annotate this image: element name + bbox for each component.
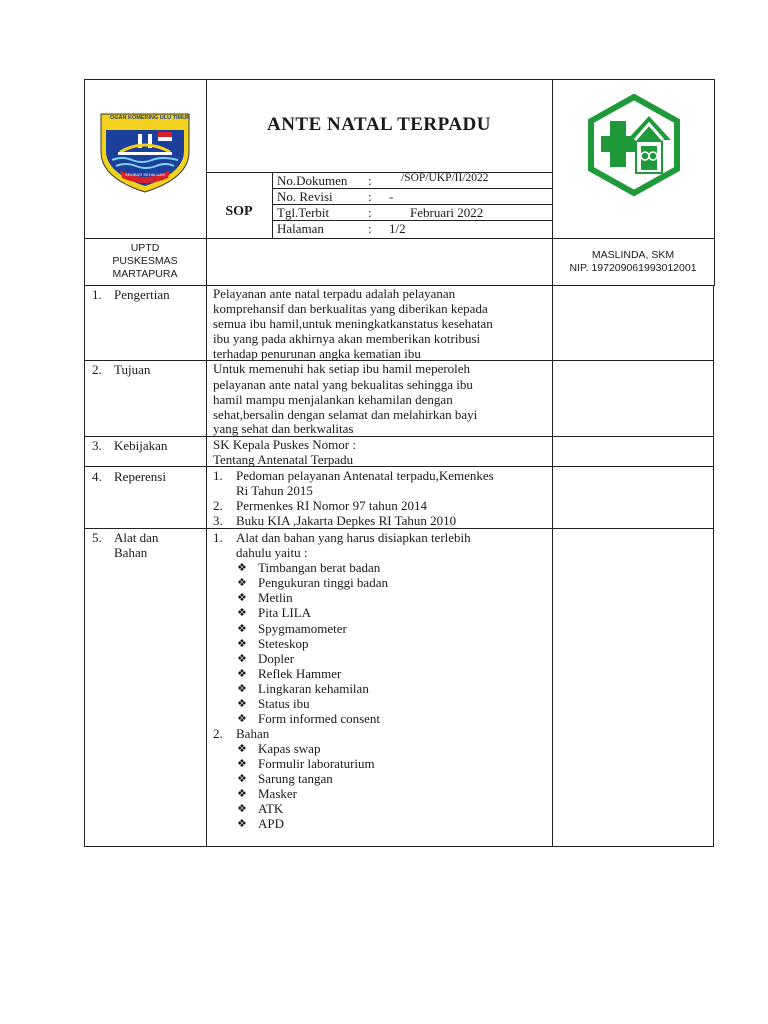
page-sep: :: [368, 221, 372, 236]
logo-text: OGAN KOMERING ULU TIMUR: [110, 115, 191, 121]
list-item: ATK: [258, 801, 284, 816]
doc-number-sep: :: [368, 173, 372, 188]
issue-date-sep: :: [368, 205, 372, 220]
referensi-line: Permenkes RI Nomor 97 tahun 2014: [236, 498, 428, 513]
section-number-3: 3.: [92, 438, 102, 453]
referensi-line: Pedoman pelayanan Antenatal terpadu,Kemenkes: [236, 468, 494, 483]
list-item: Lingkaran kehamilan: [258, 681, 369, 696]
bahan-label: Bahan: [236, 726, 270, 741]
tujuan-line: hamil mampu menjalankan kehamilan dengan: [213, 392, 453, 407]
list-item: Pengukuran tinggi badan: [258, 575, 388, 590]
list-item: Sarung tangan: [258, 771, 333, 786]
bullet-icon: ❖: [237, 757, 247, 770]
bahan-item-number: 2.: [213, 726, 223, 741]
pengertian-line: semua ibu hamil,untuk meningkatkanstatus kesehatan: [213, 316, 493, 331]
bullet-icon: ❖: [237, 591, 247, 604]
revision-value: -: [389, 189, 394, 204]
tujuan-line: yang sehat dan berkwalitas: [213, 421, 354, 436]
page-label: Halaman: [277, 221, 324, 236]
revision-label: No. Revisi: [277, 189, 333, 204]
signer-nip: NIP. 197209061993012001: [569, 262, 697, 274]
unit-line-3: MARTAPURA: [112, 268, 178, 280]
doc-number-value: /SOP/UKP/II/2022: [401, 172, 489, 184]
logo-motto: SEMBATI SEHALUAN: [125, 172, 165, 177]
list-item: Masker: [258, 786, 297, 801]
list-item: Status ibu: [258, 696, 310, 711]
doc-number-label: No.Dokumen: [277, 173, 348, 188]
bullet-icon: ❖: [237, 637, 247, 650]
page-value: 1/2: [389, 221, 406, 236]
signer-name: MASLINDA, SKM: [591, 249, 675, 261]
section-number-2: 2.: [92, 362, 102, 377]
bullet-icon: ❖: [237, 712, 247, 725]
referensi-line: Buku KIA ,Jakarta Depkes RI Tahun 2010: [236, 513, 457, 528]
referensi-line: Ri Tahun 2015: [236, 483, 313, 498]
section-label-referensi: Reperensi: [114, 469, 166, 484]
regency-logo: [98, 108, 192, 194]
pengertian-line: Pelayanan ante natal terpadu adalah pelayanan: [213, 286, 456, 301]
kebijakan-line: Tentang Antenatal Terpadu: [213, 452, 354, 467]
bullet-icon: ❖: [237, 652, 247, 665]
unit-line-2: PUSKESMAS: [112, 255, 178, 267]
referensi-number: 2.: [213, 498, 223, 513]
tujuan-line: Untuk memenuhi hak setiap ibu hamil meperoleh: [213, 361, 471, 376]
section-label-bahan: Bahan: [114, 545, 148, 560]
issue-date-label: Tgl.Terbit: [277, 205, 330, 220]
list-item: Dopler: [258, 651, 295, 666]
referensi-number: 1.: [213, 468, 223, 483]
bullet-icon: ❖: [237, 622, 247, 635]
section-number-5: 5.: [92, 530, 102, 545]
list-item: Timbangan berat badan: [258, 560, 381, 575]
bullet-icon: ❖: [237, 697, 247, 710]
issue-date-value: Februari 2022: [410, 205, 484, 220]
page-title: ANTE NATAL TERPADU: [266, 114, 491, 135]
bullet-icon: ❖: [237, 561, 247, 574]
section-number-1: 1.: [92, 287, 102, 302]
tujuan-line: sehat,bersalin dengan selamat dan melahirkan bayi: [213, 407, 478, 422]
list-item: Spygmamometer: [258, 621, 347, 636]
alat-intro-line: Alat dan bahan yang harus disiapkan terlebih: [236, 530, 471, 545]
list-item: Reflek Hammer: [258, 666, 342, 681]
alat-intro-line: dahulu yaitu :: [236, 545, 308, 560]
bullet-icon: ❖: [237, 802, 247, 815]
list-item: APD: [258, 816, 285, 831]
section-label-pengertian: Pengertian: [114, 287, 170, 302]
pengertian-line: terhadap penurunan angka kematian ibu: [213, 346, 421, 361]
puskesmas-logo: [583, 94, 685, 196]
list-item: Steteskop: [258, 636, 309, 651]
section-number-4: 4.: [92, 469, 102, 484]
list-item: Form informed consent: [258, 711, 381, 726]
kebijakan-line: SK Kepala Puskes Nomor :: [213, 437, 356, 452]
unit-line-1: UPTD: [130, 242, 160, 254]
referensi-number: 3.: [213, 513, 223, 528]
bullet-icon: ❖: [237, 606, 247, 619]
tujuan-line: pelayanan ante natal yang bekualitas sehingga ibu: [213, 377, 473, 392]
section-label-kebijakan: Kebijakan: [114, 438, 168, 453]
bullet-icon: ❖: [237, 772, 247, 785]
bullet-icon: ❖: [237, 787, 247, 800]
list-item: Kapas swap: [258, 741, 321, 756]
list-item: Formulir laboraturium: [258, 756, 375, 771]
bullet-icon: ❖: [237, 742, 247, 755]
section-label-tujuan: Tujuan: [114, 362, 151, 377]
pengertian-line: ibu yang pada akhirnya akan memberikan kotribusi: [213, 331, 481, 346]
bullet-icon: ❖: [237, 576, 247, 589]
list-item: Metlin: [258, 590, 293, 605]
revision-sep: :: [368, 189, 372, 204]
alat-item-number: 1.: [213, 530, 223, 545]
bullet-icon: ❖: [237, 682, 247, 695]
list-item: Pita LILA: [258, 605, 312, 620]
bullet-icon: ❖: [237, 817, 247, 830]
section-label-alat: Alat dan: [114, 530, 159, 545]
pengertian-line: komprehansif dan berkualitas yang diberikan kepada: [213, 301, 488, 316]
bullet-icon: ❖: [237, 667, 247, 680]
sop-label: SOP: [225, 204, 253, 219]
